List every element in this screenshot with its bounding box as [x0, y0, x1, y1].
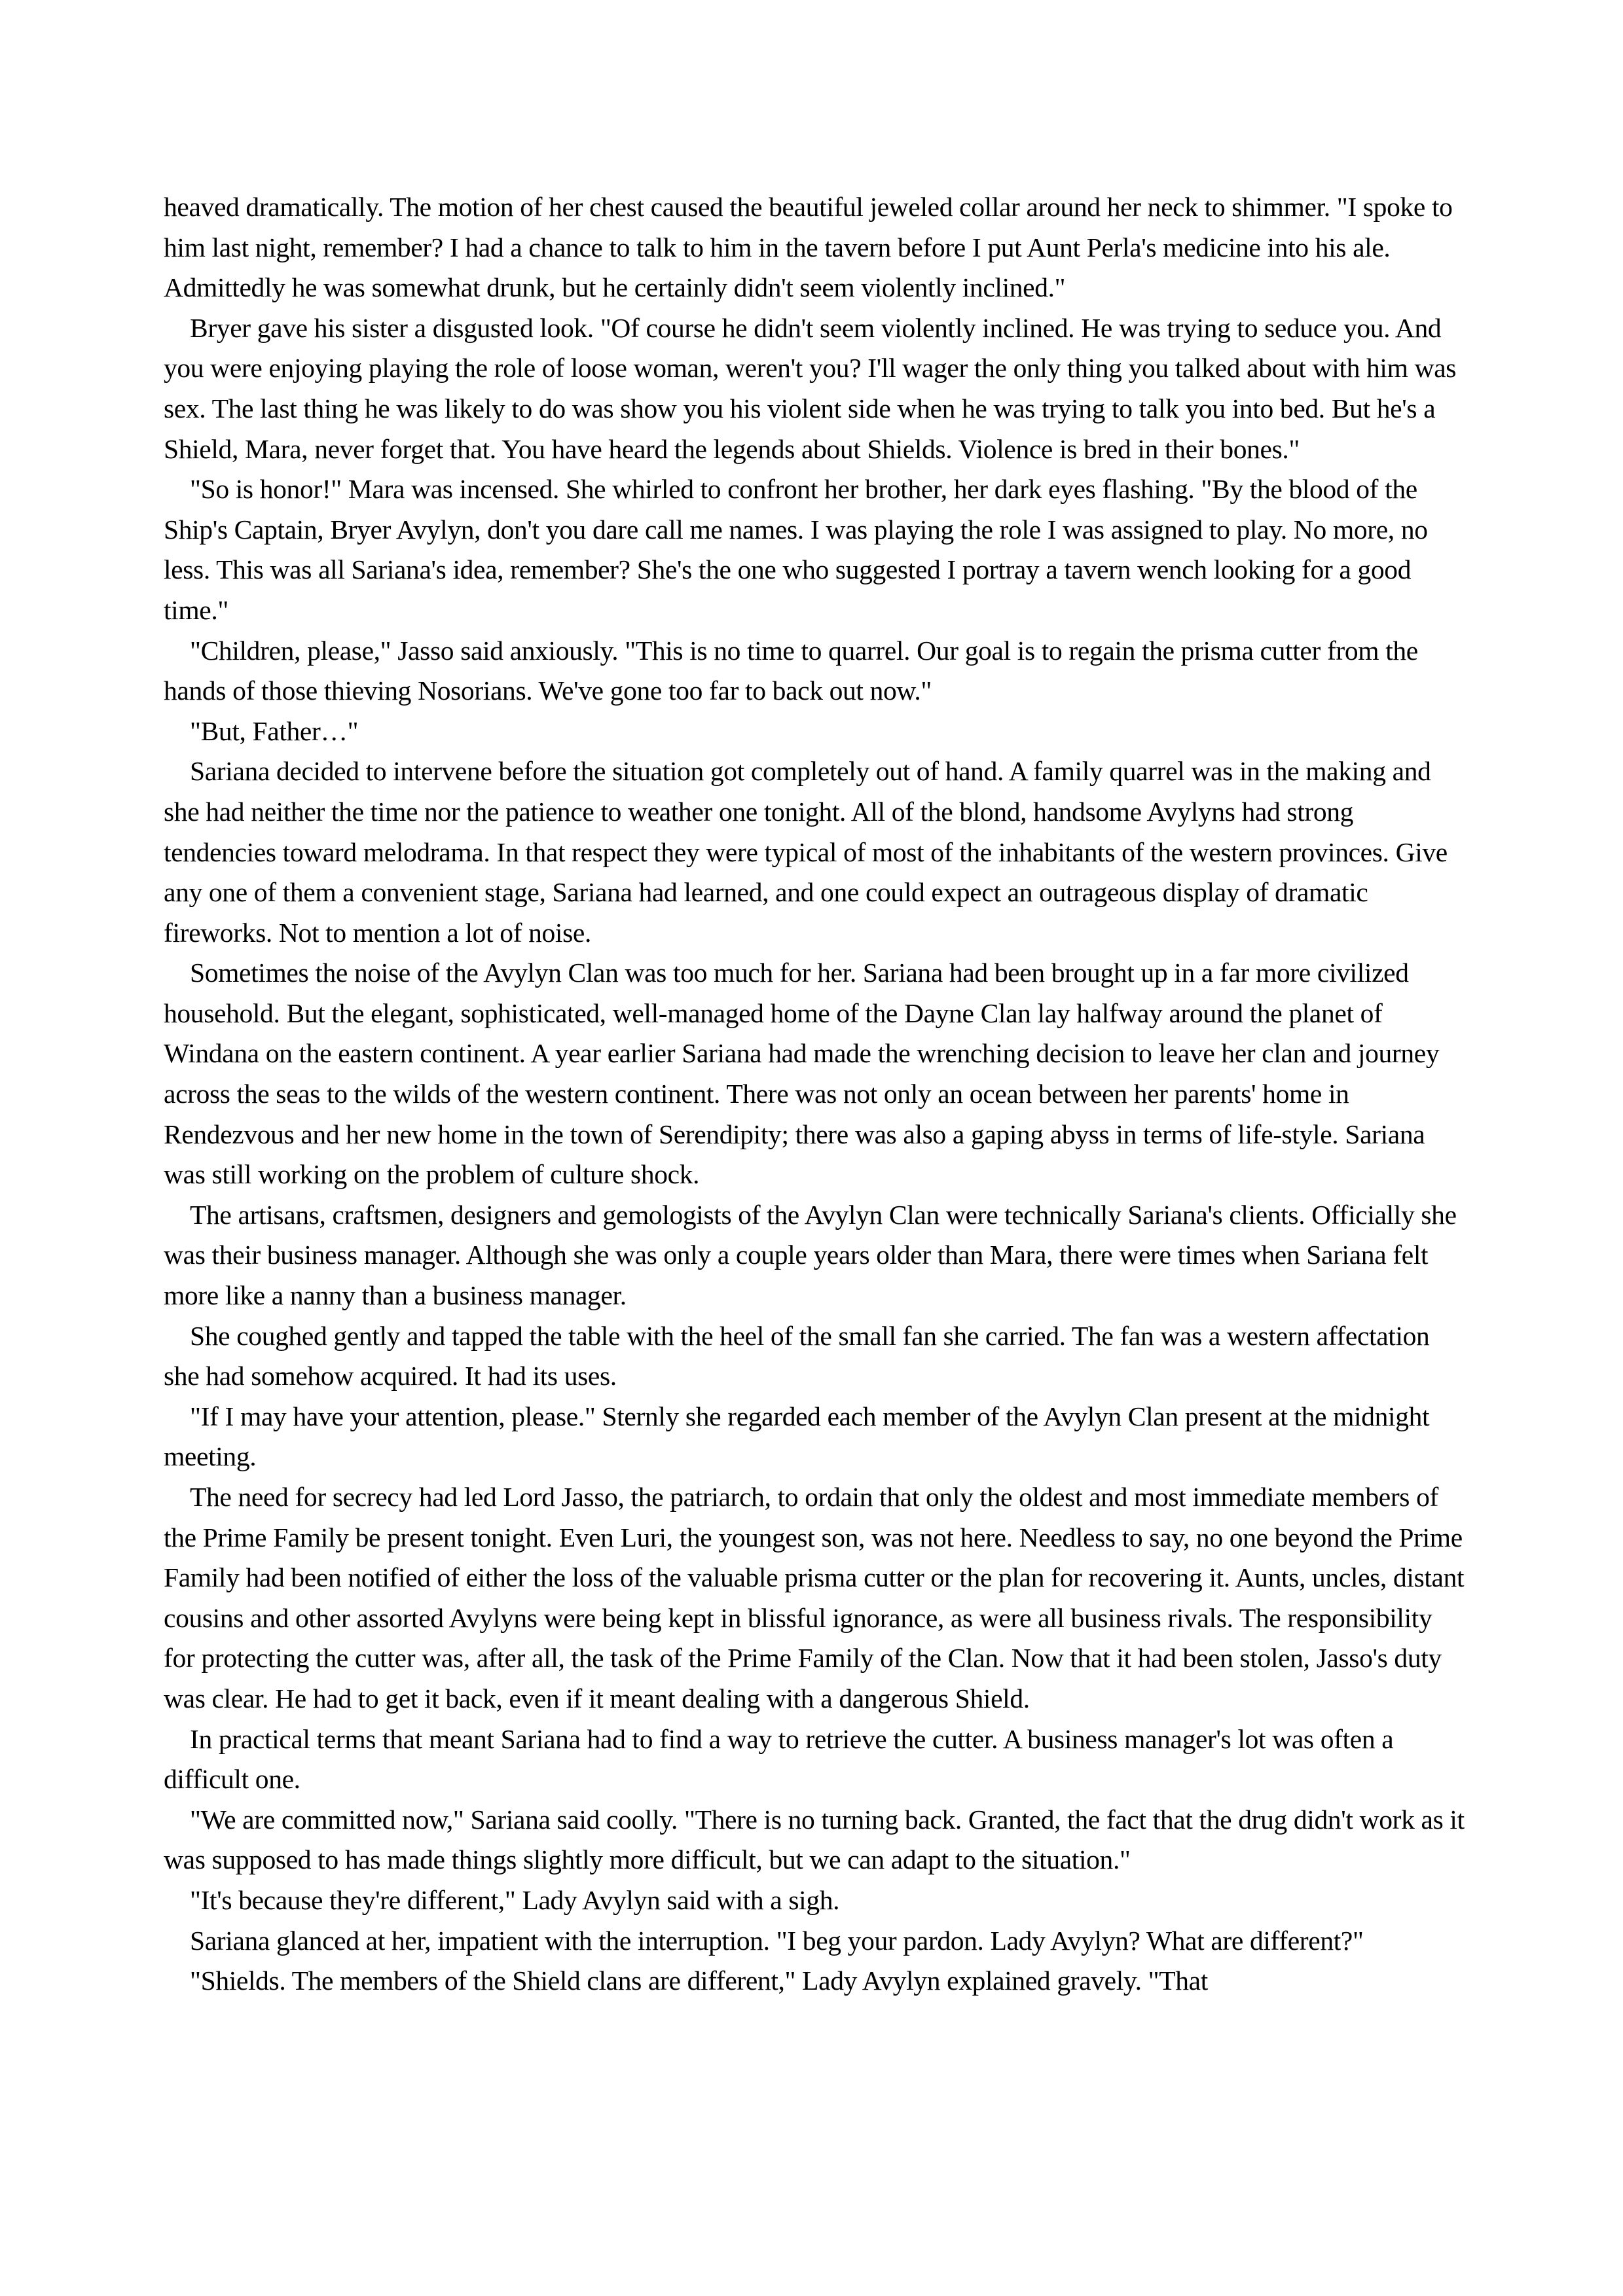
paragraph: In practical terms that meant Sariana had to find a way to retrieve the cutter. A business manager's lot was often a difficult one.: [164, 1723, 1394, 1795]
paragraph: Sometimes the noise of the Avylyn Clan was too much for her. Sariana had been brought up in a far more civilized household. But the elegant, sophisticated, well-managed home of the Dayne Clan lay halfway around the planet of Windana on the eastern continent. A year earlier Sariana had made the wrenching decision to leave her clan and journey across the seas to the wilds of the western continent. There was not only an ocean between her parents' home in Rendezvous and her new home in the town of Serendipity; there was also a gaping abyss in terms of life-style. Sariana was still working on the problem of culture shock.: [164, 958, 1440, 1190]
paragraph: "Children, please," Jasso said anxiously. "This is no time to quarrel. Our goal is to regain the prisma cutter from the hands of those thieving Nosorians. We've gone too far to back out now.": [164, 635, 1418, 706]
paragraph: Sariana glanced at her, impatient with the interruption. "I beg your pardon. Lady Avylyn? What are different?": [190, 1925, 1364, 1956]
paragraph: "It's because they're different," Lady Avylyn said with a sigh.: [190, 1884, 840, 1915]
document-page: [164, 187, 1467, 2001]
paragraph: Bryer gave his sister a disgusted look. "Of course he didn't seem violently inclined. He was trying to seduce you. And you were enjoying playing the role of loose woman, weren't you? I'll wager the only thing you talked about with him was sex. The last thing he was likely to do was show you his violent side when he was trying to talk you into bed. But he's a Shield, Mara, never forget that. You have heard the legends about Shields. Violence is bred in their bones.": [164, 312, 1457, 464]
paragraph: "Shields. The members of the Shield clans are different," Lady Avylyn explained gravely. "That: [190, 1965, 1208, 1996]
paragraph: "If I may have your attention, please." Sternly she regarded each member of the Avylyn Clan present at the midnight meeting.: [164, 1401, 1430, 1472]
paragraph: The artisans, craftsmen, designers and gemologists of the Avylyn Clan were technically Sariana's clients. Officially she was their business manager. Although she was only a couple years older than Mara, there were times when Sariana felt more like a nanny than a business manager.: [164, 1199, 1457, 1311]
paragraph: "So is honor!" Mara was incensed. She whirled to confront her brother, her dark eyes flashing. "By the blood of the Ship's Captain, Bryer Avylyn, don't you dare call me names. I was playing the role I was assigned to play. No more, no less. This was all Sariana's idea, remember? She's the one who suggested I portray a tavern wench looking for a good time.": [164, 474, 1428, 625]
paragraph: "We are committed now," Sariana said coolly. "There is no turning back. Granted, the fact that the drug didn't work as it was supposed to has made things slightly more difficult, but we can adapt to the situation.": [164, 1804, 1465, 1875]
paragraph: The need for secrecy had led Lord Jasso, the patriarch, to ordain that only the oldest and most immediate members of the Prime Family be present tonight. Even Luri, the youngest son, was not here. Needless to say, no one beyond the Prime Family had been notified of either the loss of the valuable prisma cutter or the plan for recovering it. Aunts, uncles, distant cousins and other assorted Avylyns were being kept in blissful ignorance, as were all business rivals. The responsibility for protecting the cutter was, after all, the task of the Prime Family of the Clan. Now that it had been stolen, Jasso's duty was clear. He had to get it back, even if it meant dealing with a dangerous Shield.: [164, 1482, 1465, 1713]
paragraph: Sariana decided to intervene before the situation got completely out of hand. A family quarrel was in the making and she had neither the time nor the patience to weather one tonight. All of the blond, handsome Avylyns had strong tendencies toward melodrama. In that respect they were typical of most of the inhabitants of the western provinces. Give any one of them a convenient stage, Sariana had learned, and one could expect an outrageous display of dramatic fireworks. Not to mention a lot of noise.: [164, 756, 1448, 948]
paragraph: "But, Father…": [190, 715, 359, 746]
paragraph: heaved dramatically. The motion of her chest caused the beautiful jeweled collar around her neck to shimmer. "I spoke to him last night, remember? I had a chance to talk to him in the tavern before I put Aunt Perla's medicine into his ale. Admittedly he was somewhat drunk, but he certainly didn't seem violently inclined.": [164, 192, 1453, 303]
paragraph: She coughed gently and tapped the table with the heel of the small fan she carried. The fan was a western affectation she had somehow acquired. It had its uses.: [164, 1320, 1430, 1391]
